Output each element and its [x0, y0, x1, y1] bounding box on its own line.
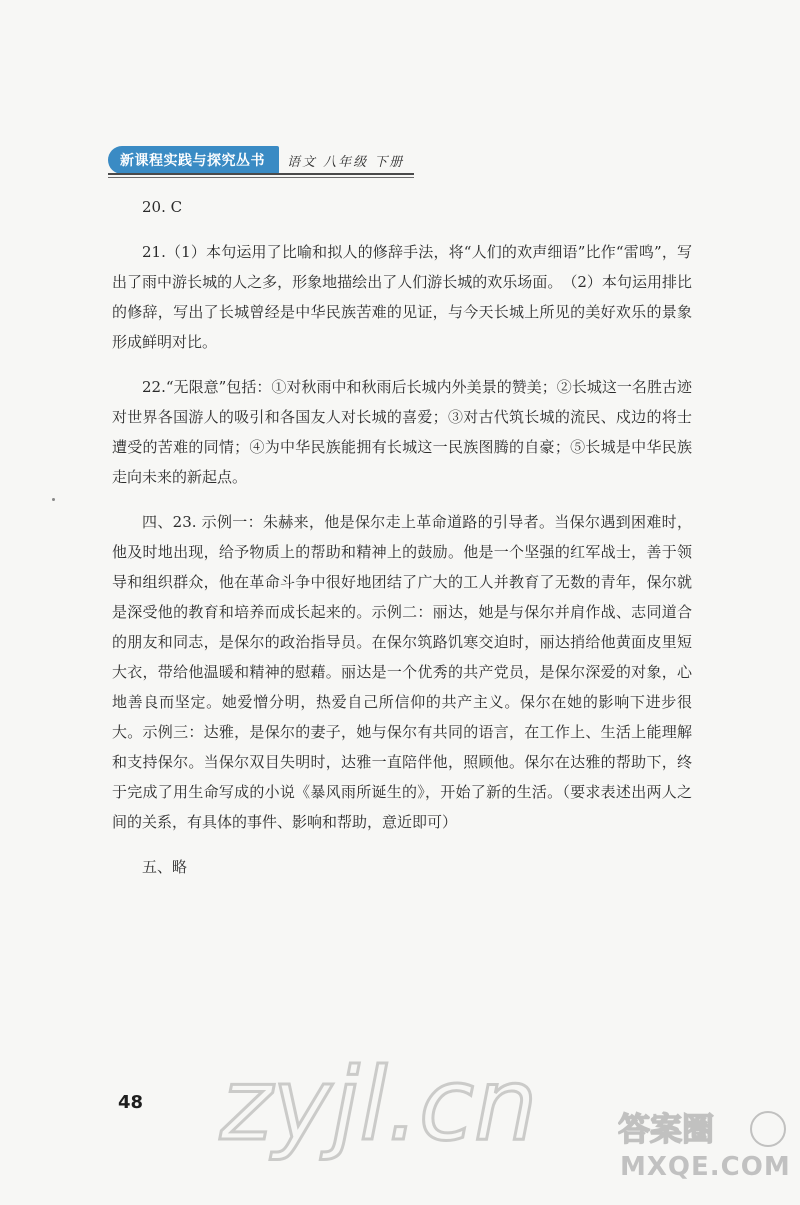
answer-20: 20. C [142, 198, 183, 216]
header-divider-thin [108, 177, 414, 178]
answer-21: 21.（1）本句运用了比喻和拟人的修辞手法，将“人们的欢声细语”比作“雷鸣”，写出了雨中游长城的人之多，形象地描绘出了人们游长城的欢乐场面。 （2）本句运用排比的修辞，写出了长城曾经是中华民族苦难的见证，与今天长城上所见的美好欢乐的景象形成鲜明对比。 [112, 243, 692, 351]
subject-grade-label: 语文 八年级 下册 [287, 155, 405, 170]
book-header [108, 146, 414, 174]
series-title-badge: 新课程实践与探究丛书 [108, 146, 279, 174]
svg-text:答案圈: 答案圈 [618, 1110, 715, 1148]
answer-22: 22.“无限意”包括：①对秋雨中和秋雨后长城内外美景的赞美；②长城这一名胜古迹对世界各国游人的吸引和各国友人对长城的喜爱；③对古代筑长城的流民、戍边的将士遭受的苦难的同情；④为中华民族能拥有长城这一民族图腾的自豪；⑤长城是中华民族走向未来的新起点。 [112, 378, 692, 486]
watermark-domain: MXQE.COM [620, 1152, 791, 1182]
answer-23: 四、23. 示例一：朱赫来，他是保尔走上革命道路的引导者。当保尔遇到困难时，他及时地出现，给予物质上的帮助和精神上的鼓励。他是一个坚强的红军战士，善于领导和组织群众，他在革命斗争中很好地团结了广大的工人并教育了无数的青年，保尔就是深受他的教育和培养而成长起来的。示例二：丽达，她是与保尔并肩作战、志同道合的朋友和同志，是保尔的政治指导员。在保尔筑路饥寒交迫时，丽达捎给他黄面皮里短大衣，带给他温暖和精神的慰藉。丽达是一个优秀的共产党员，是保尔深爱的对象，心地善良而坚定。她爱憎分明，热爱自己所信仰的共产主义。保尔在她的影响下进步很大。示例三：达雅，是保尔的妻子，她与保尔有共同的语言，在工作上、生活上能理解和支持保尔。当保尔双目失明时，达雅一直陪伴他，照顾他。保尔在达雅的帮助下，终于完成了用生命写成的小说《暴风雨所诞生的》，开始了新的生活。（要求表述出两人之间的关系，有具体的事件、影响和帮助，意近即可） [112, 513, 692, 831]
watermark-zyjl: zyjl.cn [220, 1046, 538, 1163]
answer-section-5: 五、略 [142, 858, 188, 876]
watermark-logo [618, 1108, 788, 1148]
header-divider [108, 173, 414, 175]
answer-content [112, 192, 692, 897]
answer-circle-logo-icon [618, 1108, 788, 1148]
scan-speck [52, 498, 55, 501]
page-number: 48 [118, 1092, 144, 1113]
